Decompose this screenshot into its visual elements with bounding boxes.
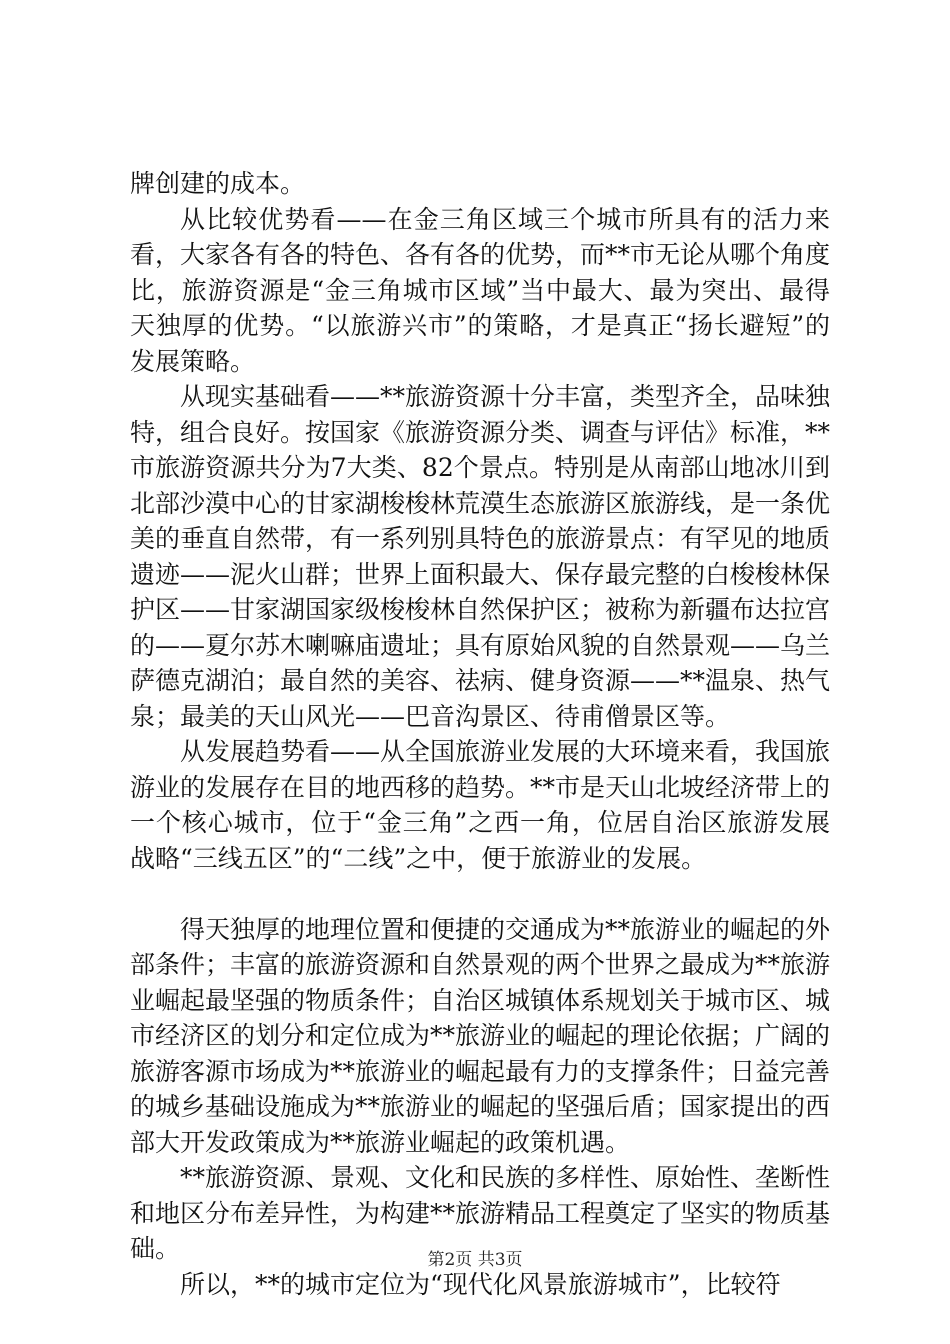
page-footer: 第2页 共3页	[427, 1250, 523, 1270]
paragraph-realistic-basis: 从现实基础看——**旅游资源十分丰富，类型齐全，品味独特，组合良好。按国家《旅游资源分类、调查与评估》标准，**市旅游资源共分为7大类、82个景点。特别是从南部山地冰川到北部沙漠中心的甘家湖梭梭林荒漠生态旅游区旅游线，是一条优美的垂直自然带，有一系列别具特色的旅游景点：有罕见的地质遗迹——泥火山群；世界上面积最大、保存最完整的白梭梭林保护区——甘家湖国家级梭梭林自然保护区；被称为新疆布达拉宫的——夏尔苏木喇嘛庙遗址；具有原始风貌的自然景观——乌兰萨德克湖泊；最自然的美容、祛病、健身资源——**温泉、热气泉；最美的天山风光——巴音沟景区、待甫僧景区等。	[130, 382, 831, 731]
paragraph-diversity: **旅游资源、景观、文化和民族的多样性、原始性、垄断性和地区分布差异性，为构建**旅游精品工程奠定了坚实的物质基础。	[130, 1163, 831, 1263]
paragraph-spacer	[130, 876, 830, 912]
paragraph-continuation: 牌创建的成本。	[130, 169, 306, 198]
paragraph-comparative-advantage: 从比较优势看——在金三角区域三个城市所具有的活力来看，大家各有各的特色、各有各的优势，而**市无论从哪个角度比，旅游资源是“金三角城市区域”当中最大、最为突出、最得天独厚的优势。“以旅游兴市”的策略，才是真正“扬长避短”的发展策略。	[130, 204, 831, 376]
document-body	[130, 166, 830, 1302]
paragraph-conditions: 得天独厚的地理位置和便捷的交通成为**旅游业的崛起的外部条件；丰富的旅游资源和自然景观的两个世界之最成为**旅游业崛起最坚强的物质条件；自治区城镇体系规划关于城市区、城市经济区的划分和定位成为**旅游业的崛起的理论依据；广阔的旅游客源市场成为**旅游业的崛起最有力的支撑条件；日益完善的城乡基础设施成为**旅游业的崛起的坚强后盾；国家提出的西部大开发政策成为**旅游业崛起的政策机遇。	[130, 914, 831, 1157]
paragraph-development-trend: 从发展趋势看——从全国旅游业发展的大环境来看，我国旅游业的发展存在目的地西移的趋势。**市是天山北坡经济带上的一个核心城市，位于“金三角”之西一角，位居自治区旅游发展战略“三线五区”的“二线”之中，便于旅游业的发展。	[130, 737, 831, 873]
paragraph-conclusion: 所以，**的城市定位为“现代化风景旅游城市”，比较符	[180, 1269, 781, 1299]
